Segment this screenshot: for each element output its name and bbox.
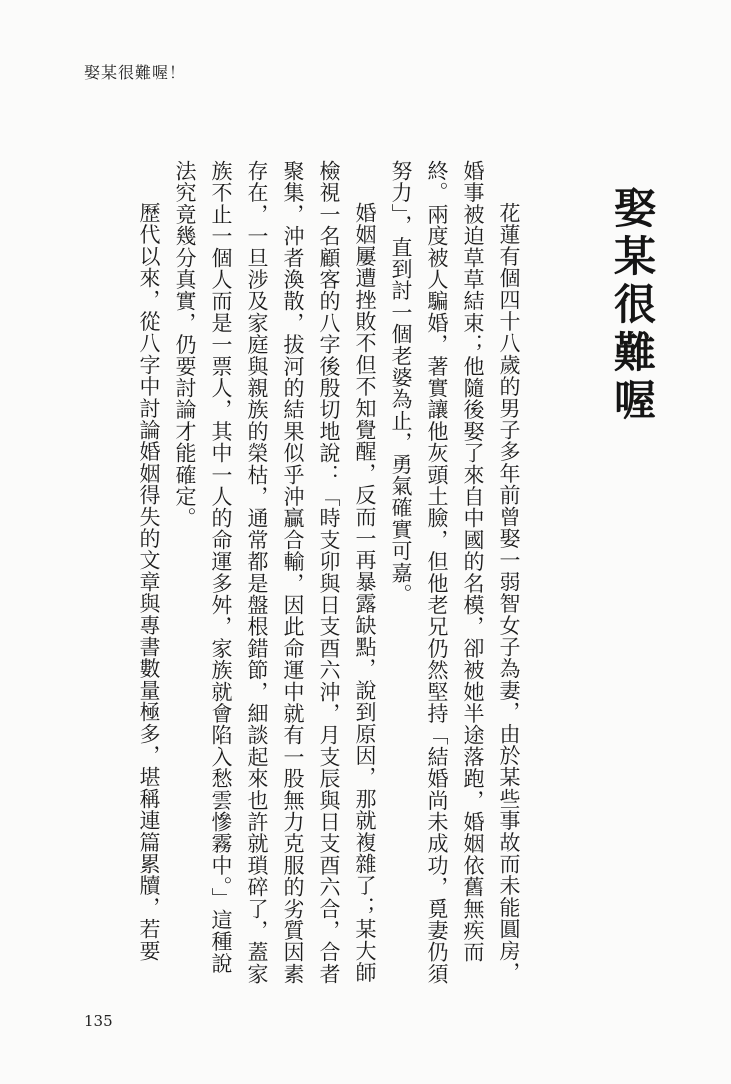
paragraph-3: 歷代以來，從八字中討論婚姻得失的文章與專書數量極多，堪稱連篇累牘，若要	[137, 202, 161, 962]
body-text	[87, 160, 527, 992]
running-head: 娶某很難喔！	[84, 63, 187, 82]
paragraph-2: 婚姻屢遭挫敗不但不知覺醒，反而一再暴露缺點，說到原因，那就複雜了；某大師檢視一名顧客的八字後殷切地說：「時支卯與日支酉六沖，月支辰與日支酉六合，合者聚集，沖者渙散，拔河的結果似乎沖贏合輸，因此命運中就有一股無力克服的劣質因素存在，一旦涉及家庭與親族的榮枯，通常都是盤根錯節，細談起來也許就瑣碎了，蓋家族不止一個人而是一票人，其中一人的命運多舛，家族就會陷入愁雲慘霧中。」這種說法究竟幾分真實，仍要討論才能確定。	[173, 160, 377, 985]
paragraph-1: 花蓮有個四十八歲的男子多年前曾娶一弱智女子為妻，由於某些事故而未能圓房，婚事被迫草草結束；他隨後娶了來自中國的名模，卻被她半途落跑，婚姻依舊無疾而終。兩度被人騙婚，著實讓他灰頭土臉，但他老兄仍然堅持「結婚尚未成功，覓妻仍須努力」，直到討一個老婆為止，勇氣確實可嘉。	[389, 160, 521, 985]
chapter-title: 娶某很難喔	[608, 186, 657, 426]
page-number: 135	[84, 1012, 113, 1030]
